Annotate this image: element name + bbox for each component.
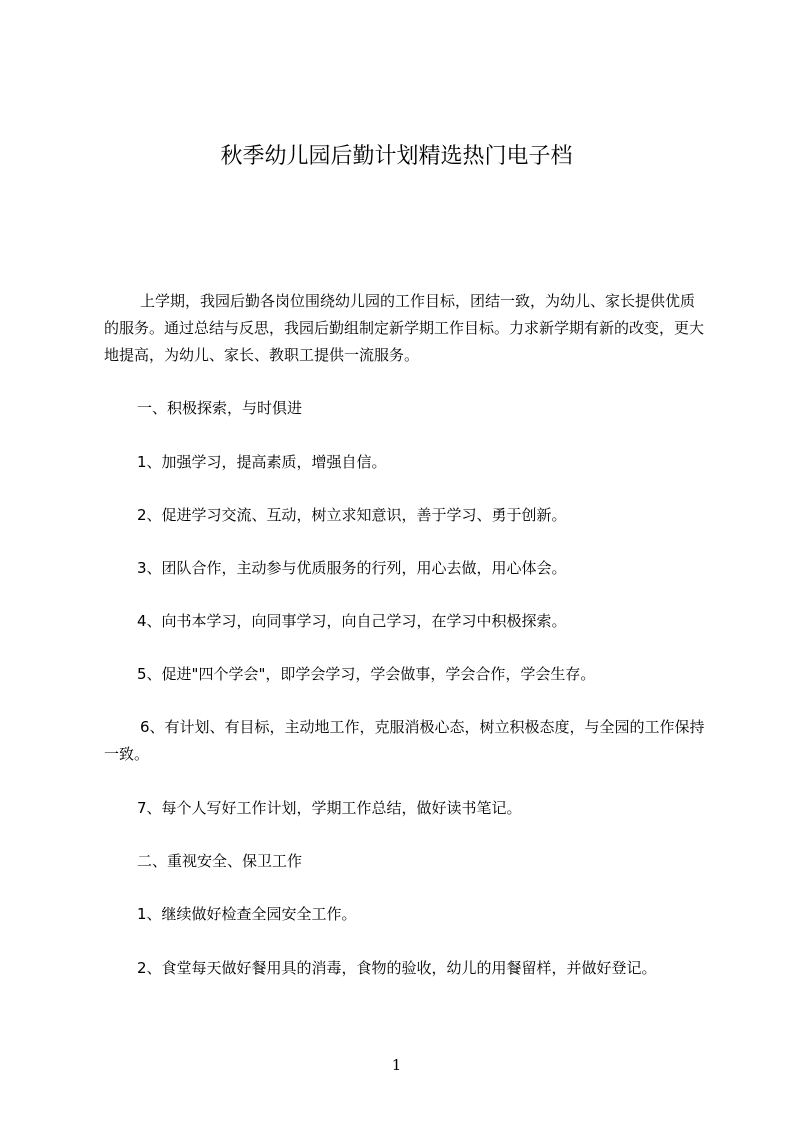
section2-item-1: 1、继续做好检查全园安全工作。 bbox=[137, 905, 357, 923]
section2-item-2: 2、食堂每天做好餐用具的消毒，食物的验收，幼儿的用餐留样，并做好登记。 bbox=[137, 959, 657, 977]
section1-item-2: 2、促进学习交流、互动，树立求知意识，善于学习、勇于创新。 bbox=[137, 506, 567, 524]
page-number: 1 bbox=[391, 1056, 402, 1074]
section1-item-4: 4、向书本学习，向同事学习，向自己学习，在学习中积极探索。 bbox=[137, 612, 567, 630]
section-heading-1: 一、积极探索，与时俱进 bbox=[137, 399, 303, 417]
section1-item-3: 3、团队合作，主动参与优质服务的行列，用心去做，用心体会。 bbox=[137, 559, 567, 577]
document-title: 秋季幼儿园后勤计划精选热门电子档 bbox=[220, 144, 573, 169]
section1-item-5: 5、促进"四个学会"，即学会学习，学会做事，学会合作，学会生存。 bbox=[137, 665, 596, 683]
section1-item-1: 1、加强学习，提高素质，增强自信。 bbox=[137, 453, 387, 471]
section1-item-7: 7、每个人写好工作计划，学期工作总结，做好读书笔记。 bbox=[137, 799, 522, 817]
section-heading-2: 二、重视安全、保卫工作 bbox=[137, 852, 303, 870]
section1-item-6: 6、有计划、有目标，主动地工作，克服消极心态，树立积极态度，与全园的工作保持一致。 bbox=[104, 718, 705, 763]
intro-paragraph: 上学期，我园后勤各岗位围绕幼儿园的工作目标，团结一致，为幼儿、家长提供优质的服务。通过总结与反思，我园后勤组制定新学期工作目标。力求新学期有新的改变，更大地提高，为幼儿、家长、教职工提供一流服务。 bbox=[104, 292, 705, 364]
